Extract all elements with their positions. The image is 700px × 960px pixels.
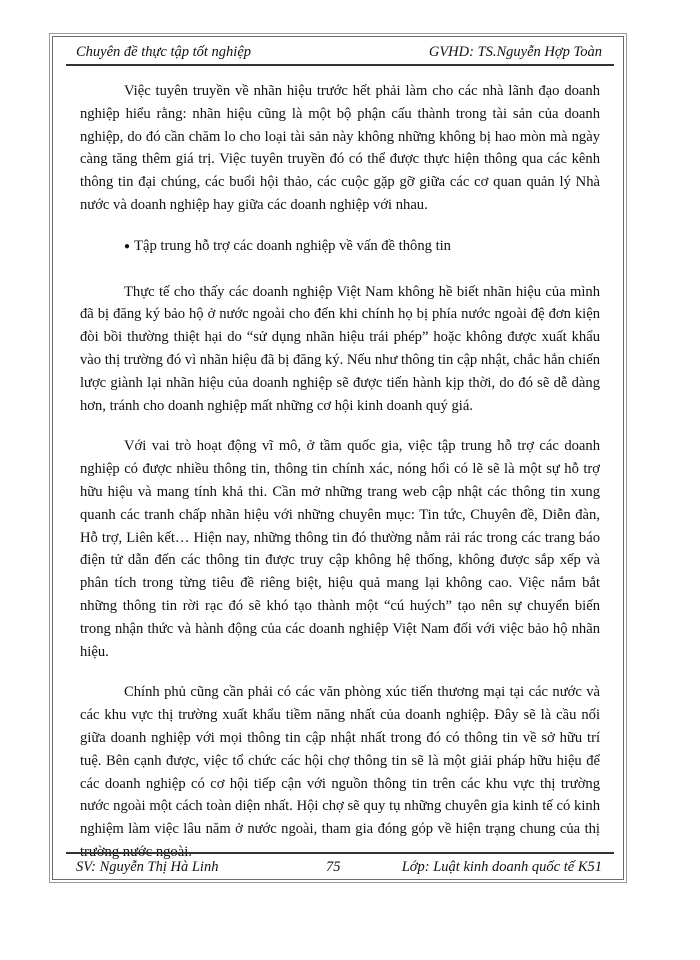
page-number: 75: [326, 859, 341, 875]
bullet-heading: [80, 235, 600, 259]
header-supervisor: GVHD: TS.Nguyễn Hợp Toàn: [428, 44, 602, 60]
paragraph-3: Với vai trò hoạt động vĩ mô, ở tầm quốc gia, việc tập trung hỗ trợ các doanh nghiệp có được nhiều thông tin, thông tin chính xác, nóng hổi có lẽ sẽ là một sự hỗ trợ hữu hiệu và mang tính khả thi. Cần mở những trang web cập nhật các thông tin xung quanh các tranh chấp nhãn hiệu với những chuyên mục: Tin tức, Chuyên đề, Diễn đàn, Hỗ trợ, Liên kết… Hiện nay, những thông tin đó thường nằm rải rác trong các trang báo điện tử dẫn đến các thông tin được truy cập không hệ thống, không được sắp xếp và phân tích trong từng tiêu đề riêng biệt, hiệu quả mang lại không cao. Việc nắm bắt những thông tin rời rạc đó sẽ khó tạo thành một “cú huých” tạo nên sự chuyển biến trong nhận thức và hành động của các doanh nghiệp Việt Nam đối với việc bảo hộ nhãn hiệu.: [80, 438, 600, 660]
paragraph-2: Thực tế cho thấy các doanh nghiệp Việt Nam không hề biết nhãn hiệu của mình đã bị đăng ký bảo hộ ở nước ngoài cho đến khi chính họ bị phía nước ngoài đệ đơn kiện đòi bồi thường thiệt hại do “sử dụng nhãn hiệu trái phép” hoặc không được xuất khẩu vào thị trường đó vì nhãn hiệu đã bị đăng ký. Nếu như thông tin cập nhật, chắc hẳn chiến lược giành lại nhãn hiệu của doanh nghiệp sẽ được tiến hành kịp thời, do đó sẽ dễ dàng hơn, tránh cho doanh nghiệp mất những cơ hội kinh doanh quý giá.: [80, 283, 601, 414]
page-header: [66, 42, 614, 66]
footer-student: SV: Nguyễn Thị Hà Linh: [76, 859, 219, 875]
bullet-heading-text: Tập trung hỗ trợ các doanh nghiệp về vấn đề thông tin: [134, 237, 451, 254]
header-report-title: Chuyên đề thực tập tốt nghiệp: [76, 44, 252, 60]
footer-class: Lớp: Luật kinh doanh quốc tế K51: [401, 859, 602, 875]
paragraph-1: Việc tuyên truyền về nhãn hiệu trước hết phải làm cho các nhà lãnh đạo doanh nghiệp hiểu rằng: nhãn hiệu cũng là một bộ phận cấu thành trong tài sản của doanh nghiệp, do đó cần chăm lo cho loại tài sản này không những không bị hao mòn mà ngày càng tăng thêm giá trị. Việc tuyên truyền đó có thể được thực hiện thông qua các kênh thông tin đại chúng, các buổi hội thảo, các cuộc gặp gỡ giữa các cơ quan quản lý Nhà nước và doanh nghiệp hay giữa các doanh nghiệp với nhau.: [80, 83, 600, 213]
paragraph-4: Chính phủ cũng cần phải có các văn phòng xúc tiến thương mại tại các nước và các khu vực thị trường xuất khẩu tiềm năng nhất của doanh nghiệp. Đây sẽ là cầu nối giữa doanh nghiệp với mọi thông tin cập nhật nhất trong đó có thông tin về sở hữu trí tuệ. Bên cạnh được, việc tổ chức các hội chợ thông tin sẽ là một giải pháp hữu hiệu để các doanh nghiệp có cơ hội tiếp cận với nguồn thông tin trên các khu vực thị trường nước ngoài một cách toàn diện nhất. Hội chợ sẽ quy tụ những chuyên gia kinh tế có kinh nghiệm làm việc lâu năm ở nước ngoài, tham gia đóng góp về hiện trạng chung của thị trường nước ngoài.: [80, 684, 600, 860]
bullet-dot-icon: ●: [124, 240, 131, 252]
document-body: [80, 80, 600, 882]
page-footer: [66, 852, 614, 878]
